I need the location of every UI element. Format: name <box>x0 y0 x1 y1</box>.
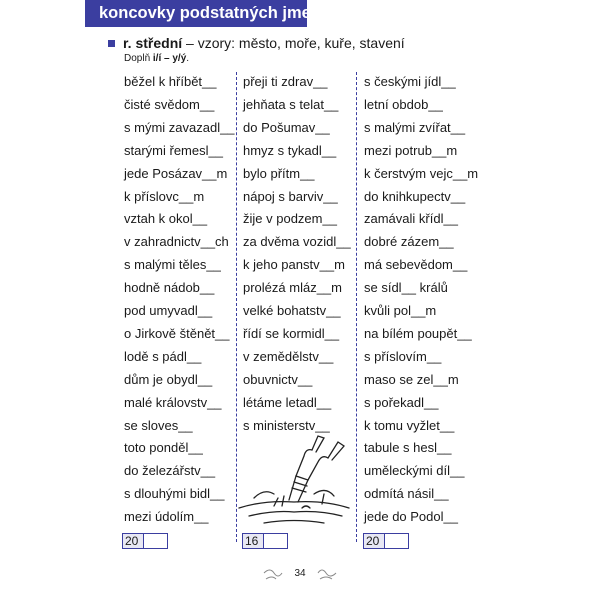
exercise-item: za dvěma vozidl__ <box>243 234 351 250</box>
exercise-item: čisté svědom__ <box>124 96 215 112</box>
exercise-item: běžel k hříbět__ <box>124 74 217 89</box>
square-bullet-icon <box>108 40 115 47</box>
score-total: 20 <box>122 533 144 549</box>
exercise-item: s malými zvířat__ <box>364 119 466 135</box>
exercise-item: bylo přítm__ <box>243 165 315 181</box>
exercise-item: přeji ti zdrav__ <box>243 74 328 89</box>
topic-rest: – vzory: město, moře, kuře, stavení <box>182 35 405 51</box>
score-box-3 <box>363 533 409 549</box>
exercise-item: do knihkupectv__ <box>364 188 466 204</box>
instruction-prefix: Doplň <box>124 53 153 64</box>
diving-figure-illustration <box>234 428 354 528</box>
instruction-bold: i/í – y/ý <box>152 53 187 64</box>
exercise-item: se sídl__ králů <box>364 280 448 296</box>
exercise-item: mezi údolím__ <box>124 509 209 525</box>
exercise-item: kvůli pol__m <box>364 303 437 318</box>
exercise-item: pod umyvadl__ <box>124 303 213 318</box>
instruction <box>124 53 189 65</box>
exercise-item: jede Posázav__m <box>124 165 228 181</box>
exercise-item: s ministerstv__ <box>243 417 330 433</box>
exercise-item: zamávali křídl__ <box>364 211 458 227</box>
exercise-item: toto ponděl__ <box>124 440 203 456</box>
exercise-item: žije v podzem__ <box>243 211 337 227</box>
exercise-item: s příslovím__ <box>364 348 442 364</box>
score-box-1 <box>122 533 168 549</box>
exercise-item: k tomu vyžlet__ <box>364 417 455 433</box>
exercise-item: k příslovc__m <box>124 188 205 204</box>
instruction-suffix: . <box>186 53 190 64</box>
score-total: 16 <box>242 533 264 549</box>
exercise-item: do Pošumav__ <box>243 119 330 135</box>
column-divider <box>356 72 357 542</box>
exercise-item: tabule s hesl__ <box>364 440 452 456</box>
exercise-item: hmyz s tykadl__ <box>243 142 337 158</box>
exercise-item: hodně nádob__ <box>124 280 215 296</box>
topic-bold: r. střední <box>123 35 183 51</box>
exercise-item: prolézá mláz__m <box>243 280 342 296</box>
exercise-item: s malými těles__ <box>124 257 221 273</box>
exercise-item: jede do Podol__ <box>364 509 458 525</box>
exercise-item: dobré zázem__ <box>364 234 454 250</box>
exercise-item: v zemědělstv__ <box>243 348 334 364</box>
exercise-item: maso se zel__m <box>364 371 459 387</box>
exercise-item: s dlouhými bidl__ <box>124 486 225 502</box>
score-box-2 <box>242 533 288 549</box>
exercise-item: s českými jídl__ <box>364 74 456 89</box>
exercise-item: v zahradnictv__ch <box>124 234 229 250</box>
exercise-item: s pořekadl__ <box>364 394 439 410</box>
exercise-item: vztah k okol__ <box>124 211 208 227</box>
chapter-title: koncovky podstatných jmen <box>85 0 307 27</box>
exercise-item: k čerstvým vejc__m <box>364 165 479 181</box>
exercise-item: jehňata s telat__ <box>243 96 339 112</box>
exercise-item: lodě s pádl__ <box>124 348 202 364</box>
exercise-item: má sebevědom__ <box>364 257 468 273</box>
exercise-item: létáme letadl__ <box>243 394 332 410</box>
exercise-item: řídí se kormidl__ <box>243 325 340 341</box>
exercise-item: dům je obydl__ <box>124 371 213 387</box>
exercise-item: na bílém poupět__ <box>364 325 472 341</box>
exercise-item: obuvnictv__ <box>243 371 313 387</box>
topic-line <box>108 34 405 52</box>
exercise-item: starými řemesl__ <box>124 142 223 158</box>
exercise-item: mezi potrub__m <box>364 142 458 158</box>
exercise-item: do železářstv__ <box>124 463 216 479</box>
score-total: 20 <box>363 533 385 549</box>
exercise-item: s mými zavazadl__ <box>124 119 235 135</box>
exercise-item: uměleckými díl__ <box>364 463 465 479</box>
exercise-item: velké bohatstv__ <box>243 303 341 318</box>
exercise-item: k jeho panstv__m <box>243 257 345 273</box>
exercise-item: o Jirkově štěnět__ <box>124 325 230 341</box>
exercise-item: malé královstv__ <box>124 394 222 410</box>
score-input[interactable] <box>264 533 288 549</box>
exercise-item: se sloves__ <box>124 417 193 433</box>
score-input[interactable] <box>144 533 168 549</box>
page-number: 34 <box>294 568 306 579</box>
exercise-item: odmítá násil__ <box>364 486 449 502</box>
exercise-item: nápoj s barviv__ <box>243 188 338 204</box>
score-input[interactable] <box>385 533 409 549</box>
exercise-item: letní obdob__ <box>364 96 443 112</box>
